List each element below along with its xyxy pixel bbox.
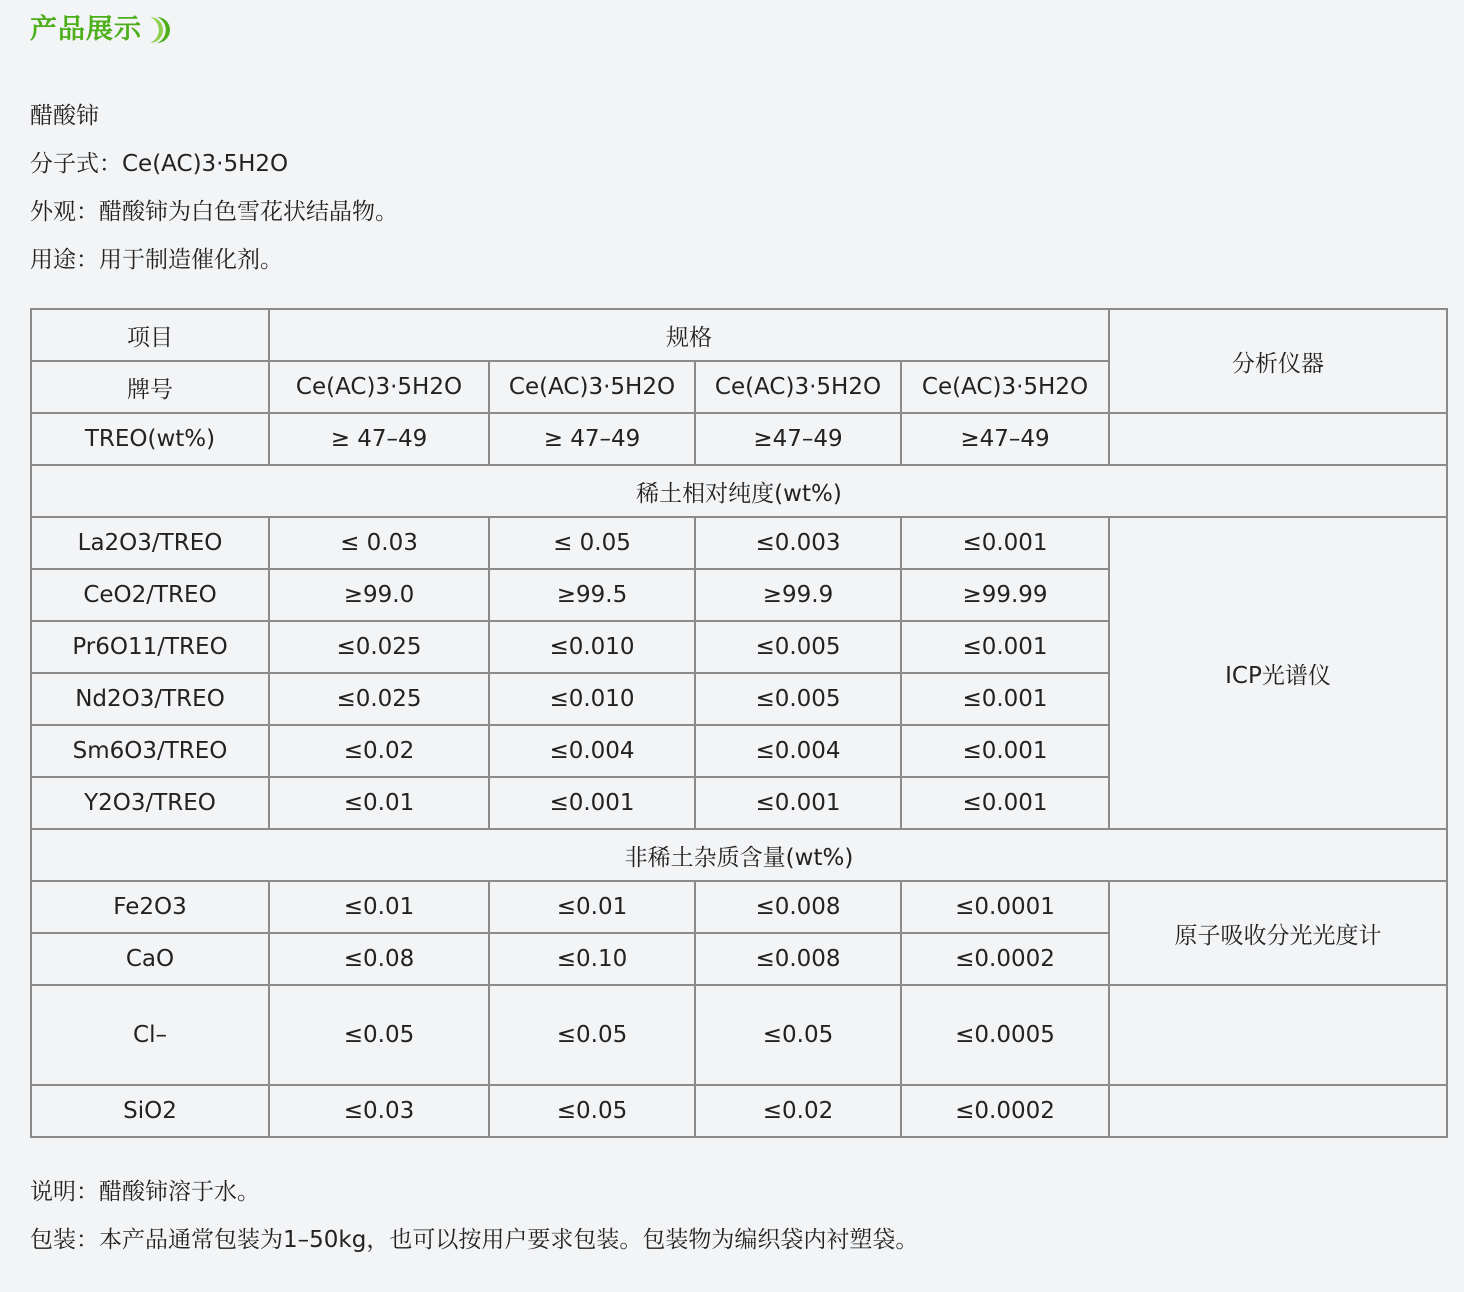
grade-cell: Ce(AC)3·5H2O [695,361,901,413]
table-cell: ≥99.9 [695,569,901,621]
table-cell: ≤0.004 [489,725,695,777]
row-label: Sm6O3/TREO [31,725,269,777]
table-cell: ≤0.0001 [901,881,1109,933]
table-cell: ≤0.02 [269,725,489,777]
product-usage: 用途：用于制造催化剂。 [30,247,283,273]
table-cell: ≥ 47–49 [269,413,489,465]
table-cell: ≤0.008 [695,881,901,933]
grade-label: 牌号 [31,361,269,413]
table-cell: ≥99.5 [489,569,695,621]
row-label: SiO2 [31,1085,269,1137]
table-cell: ≤0.008 [695,933,901,985]
grade-cell: Ce(AC)3·5H2O [901,361,1109,413]
table-cell: ≤0.01 [269,777,489,829]
table-cell: ≤0.010 [489,621,695,673]
table-cell: ≤0.025 [269,621,489,673]
product-packaging: 包装：本产品通常包装为1–50kg，也可以按用户要求包装。包装物为编织袋内衬塑袋。 [30,1227,919,1253]
table-row [31,1085,1447,1137]
row-label: Nd2O3/TREO [31,673,269,725]
section-row-non-re: 非稀土杂质含量(wt%) [31,829,1447,881]
row-label: TREO(wt%) [31,413,269,465]
table-cell: ≤0.0005 [901,985,1109,1085]
table-cell: ≤0.0002 [901,1085,1109,1137]
table-cell: ≤0.10 [489,933,695,985]
product-name: 醋酸铈 [30,103,99,129]
row-label: Y2O3/TREO [31,777,269,829]
instrument-header: 分析仪器 [1109,309,1447,413]
table-row [31,465,1447,517]
table-cell: ≥47–49 [695,413,901,465]
table-cell: ≤0.08 [269,933,489,985]
table-row [31,309,1447,361]
grade-cell: Ce(AC)3·5H2O [269,361,489,413]
section-header [30,10,178,50]
table-cell: ≤0.03 [269,1085,489,1137]
table-cell: ≤0.004 [695,725,901,777]
table-cell: ≤ 0.03 [269,517,489,569]
table-cell: ≤0.01 [489,881,695,933]
row-label: CeO2/TREO [31,569,269,621]
table-row [31,985,1447,1085]
row-label: Pr6O11/TREO [31,621,269,673]
table-cell: ≤0.05 [489,985,695,1085]
table-row [31,413,1447,465]
table-cell: ≤0.001 [695,777,901,829]
item-header: 项目 [31,309,269,361]
table-cell: ≥47–49 [901,413,1109,465]
table-cell: ≤0.05 [489,1085,695,1137]
table-cell: ≤0.025 [269,673,489,725]
table-cell: ≤0.001 [901,621,1109,673]
table-row [31,829,1447,881]
table-cell: ≥ 47–49 [489,413,695,465]
aas-instrument: 原子吸收分光光度计 [1109,881,1447,985]
table-cell: ≤0.001 [901,725,1109,777]
product-appearance: 外观：醋酸铈为白色雪花状结晶物。 [30,199,398,225]
table-cell: ≤0.001 [901,673,1109,725]
table-cell: ≤0.05 [269,985,489,1085]
section-row-re-purity: 稀土相对纯度(wt%) [31,465,1447,517]
table-row [31,517,1447,569]
table-cell: ≤0.05 [695,985,901,1085]
spec-header: 规格 [269,309,1109,361]
empty-cell [1109,413,1447,465]
row-label: CaO [31,933,269,985]
chevron-right-icon [144,13,178,47]
product-footer [30,1168,918,1264]
product-formula: 分子式：Ce(AC)3·5H2O [30,151,289,177]
table-cell: ≤0.003 [695,517,901,569]
table-cell: ≤0.01 [269,881,489,933]
grade-cell: Ce(AC)3·5H2O [489,361,695,413]
row-label: Cl– [31,985,269,1085]
product-note: 说明：醋酸铈溶于水。 [30,1179,260,1205]
table-cell: ≤0.001 [901,777,1109,829]
table-cell: ≥99.99 [901,569,1109,621]
table-cell: ≥99.0 [269,569,489,621]
table-cell: ≤0.005 [695,673,901,725]
product-intro [30,92,398,284]
section-title: 产品展示 [30,14,142,45]
row-label: Fe2O3 [31,881,269,933]
spec-table [30,308,1448,1138]
empty-cell [1109,985,1447,1085]
table-row [31,881,1447,933]
table-cell: ≤0.02 [695,1085,901,1137]
empty-cell [1109,1085,1447,1137]
icp-instrument: ICP光谱仪 [1109,517,1447,829]
row-label: La2O3/TREO [31,517,269,569]
table-cell: ≤0.010 [489,673,695,725]
table-cell: ≤0.0002 [901,933,1109,985]
table-cell: ≤ 0.05 [489,517,695,569]
table-cell: ≤0.005 [695,621,901,673]
table-cell: ≤0.001 [489,777,695,829]
table-cell: ≤0.001 [901,517,1109,569]
